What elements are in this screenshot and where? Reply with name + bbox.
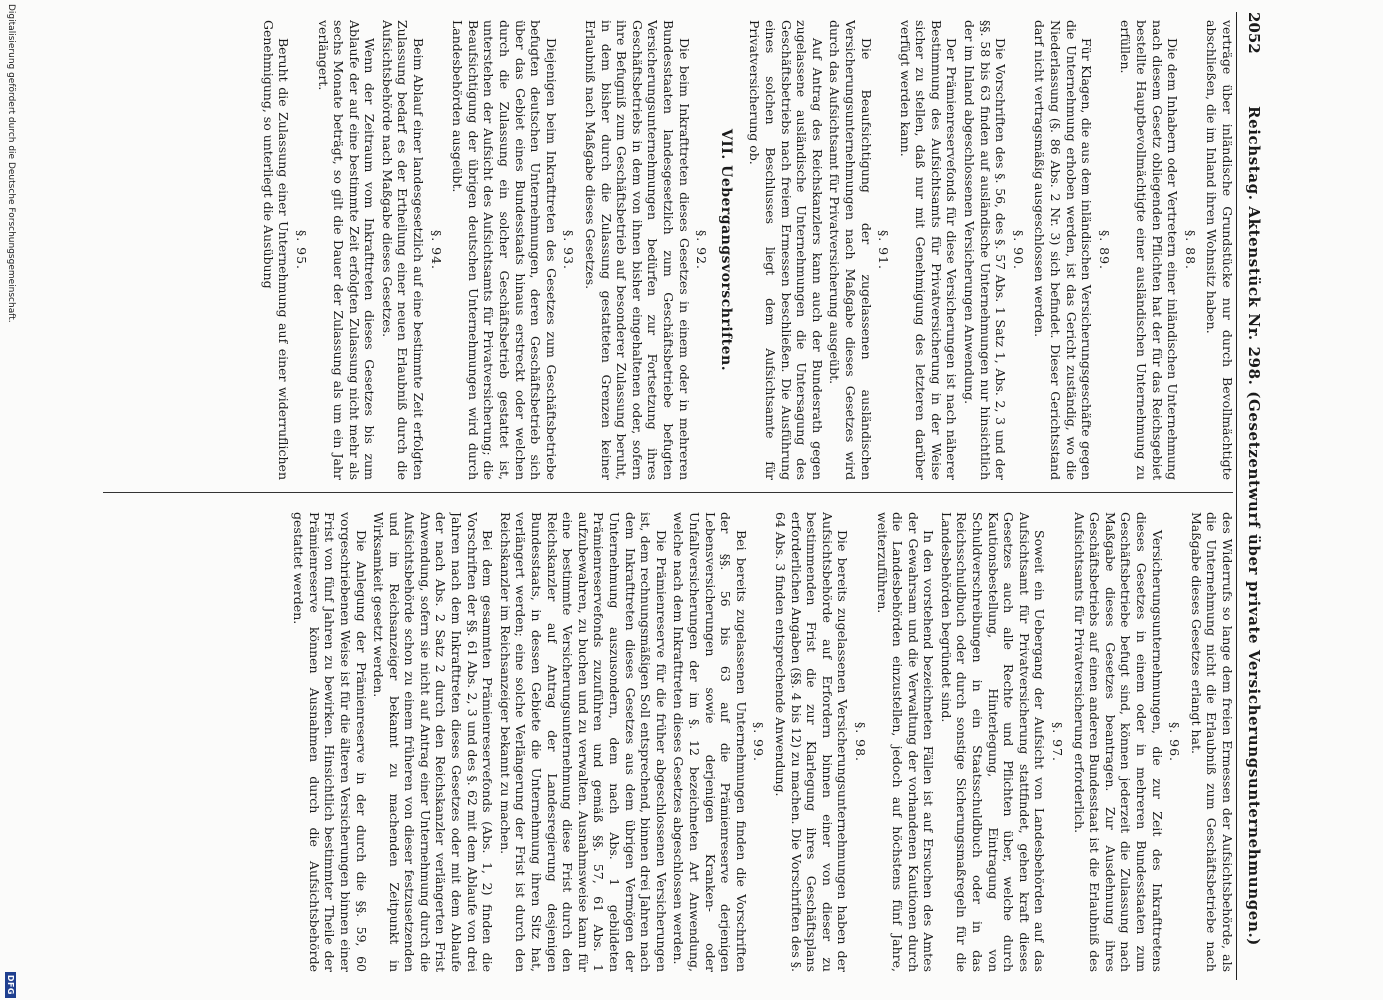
paragraph: Auf Antrag des Reichskanzlers kann auch der Bundesrath gegen zugelassene ausländische Unternehmungen die Untersagung des Geschäftsbetriebs nach freiem Ermessen beschließen. Die Ausführung eines solchen Beschlusses liegt dem Aufsichtsamte für Privatversicherung ob. bbox=[747, 20, 825, 480]
left-text-column bbox=[95, 20, 1235, 480]
paragraph: Die Beaufsichtigung der zugelassenen ausländischen Versicherungsunternehmungen nach Maßgabe dieses Gesetzes wird durch das Aufsichtsamt für Privatversicherung ausgeübt. bbox=[827, 20, 874, 480]
paragraph: Für Klagen, die aus dem inländischen Versicherungsgeschäfte gegen die Unternehmung erhoben werden, ist das Gericht zuständig, wo die Niederlassung (§. 86 Abs. 2 Nr. 3) sich befindet. Dieser Gerichtsstand darf nicht vertragsmäßig ausgeschlossen werden. bbox=[1032, 20, 1095, 480]
paragraph: verträge über inländische Grundstücke nur durch Bevollmächtigte abschließen, die im Inland ihren Wohnsitz haben. bbox=[1204, 20, 1235, 480]
section-heading: §. 98. bbox=[852, 721, 868, 763]
paragraph: Der Prämienreservefonds für diese Versicherungen ist nach näherer Bestimmung des Aufsichtsamts für Privatversicherung in der Weise sicher zu stellen, daß nur mit Genehmigung des letzteren darüber verfügt werden kann. bbox=[897, 20, 960, 480]
paragraph: Die Vorschriften des §. 56, des §. 57 Abs. 1 Satz 1, Abs. 2, 3 und der §§. 58 bis 63 finden auf ausländische Unternehmungen nur hinsichtlich der im Inland abgeschlossenen Versicherungen Anwendung. bbox=[962, 20, 1009, 480]
paragraph: Die beim Inkrafttreten dieses Gesetzes in einem oder in mehreren Bundesstaaten landesgesetzlich zum Geschäftsbetriebe befugten Versicherungsunternehmungen bedürfen zur Fortsetzung ihres Geschäftsbetriebs in dem von ihnen bisher eingehaltenen oder, sofern ihre Befugniß zum Geschäftsbetrieb auf besonderer Zulassung beruht, in dem bisher durch die Zulassung gestatteten Grenzen keiner Erlaubniß nach Maßgabe dieses Gesetzes. bbox=[583, 20, 692, 480]
page-header bbox=[1236, 12, 1271, 980]
paragraph: Die dem Inhabern oder Vertretern einer inländischen Unternehmung nach diesem Gesetz obliegenden Pflichten hat der für das Reichsgebiet bestellte Hauptbevollmächtigte einer ausländischen Unternehmung zu erfüllen. bbox=[1118, 20, 1181, 480]
column-divider bbox=[103, 492, 1233, 493]
funding-note: Digitalisierung gefördert durch die Deutsche Forschungsgemeinschaft. bbox=[6, 4, 16, 323]
paragraph: Diejenigen beim Inkrafttreten des Gesetzes zum Geschäftsbetriebe befugten deutschen Unternehmungen, deren Geschäftsbetrieb sich über das Gebiet eines Bundesstaats hinaus erstreckt oder welchen durch die Zulassung ein solcher Geschäftsbetrieb gestattet ist, unterstehen der Aufsicht des Aufsichtsamts für Privatversicherung; die Beaufsichtigung der übrigen deutschen Unternehmungen wird durch Landesbehörden ausgeübt. bbox=[450, 20, 559, 480]
section-heading: §. 96. bbox=[1167, 721, 1183, 763]
section-heading: §. 92. bbox=[694, 229, 710, 271]
section-heading: §. 99. bbox=[751, 721, 767, 763]
paragraph: Die bereits zugelassenen Versicherungsunternehmungen haben der Aufsichtsbehörde auf Erfordern binnen einer von dieser zu bestimmenden Frist die zur Klarlegung ihres Geschäftsplans erforderlichen Angaben (§§. 4 bis 12) zu machen. Die Vorschriften des §. 64 Abs. 3 finden entsprechende Anwendung. bbox=[772, 512, 851, 972]
paragraph: Die Prämienreserve für die früher abgeschlossenen Versicherungen ist, dem rechnungsmäßigen Soll entsprechend, binnen drei Jahren nach dem Inkrafttreten dieses Gesetzes aus dem übrigen Vermögen der Unternehmung auszusondern, dem nach Abs. 1 gebildeten Prämienreservefonds zuzuführen und gemäß §§. 57, 61 Abs. 1 aufzubewahren, zu buchen und zu verwalten. Ausnahmsweise kann für eine bestimmte Versicherungsunternehmung diese Frist durch den Reichskanzler auf Antrag der Landesregierung desjenigen Bundesstaats, in dessen Gebiete die Unternehmung ihren Sitz hat, verlängert werden; eine solche Verlängerung der Frist ist durch den Reichskanzler im Reichsanzeiger bekannt zu machen. bbox=[497, 512, 669, 972]
paragraph: Bei bereits zugelassenen Unternehmungen finden die Vorschriften der §§. 56 bis 63 auf die Prämienreserve derjenigen Lebensversicherungen sowie derjenigen Kranken- oder Unfallversicherungen der im §. 12 bezeichneten Art Anwendung, welche nach dem Inkrafttreten dieses Gesetzes abgeschlossen werden. bbox=[671, 512, 749, 972]
paragraph: Beruht die Zulassung einer Unternehmung auf einer widerruflichen Genehmigung, so unterliegt die Ausübung bbox=[260, 20, 292, 480]
section-heading: §. 94. bbox=[428, 229, 444, 271]
section-heading: §. 88. bbox=[1182, 229, 1198, 271]
running-title: Reichstag. Aktenstück Nr. 298. (Gesetzentwurf über private Versicherungsunternehmungen.) bbox=[1245, 106, 1263, 946]
section-heading: §. 95. bbox=[293, 229, 309, 271]
section-heading: §. 93. bbox=[561, 229, 577, 271]
paragraph: des Widerrufs so lange dem freien Ermessen der Aufsichtsbehörde, als die Unternehmung nicht die Erlaubniß zum Geschäftsbetriebe nach Maßgabe dieses Gesetzes erlangt hat. bbox=[1188, 512, 1235, 972]
digitization-footer bbox=[3, 0, 19, 1000]
section-heading: §. 89. bbox=[1096, 229, 1112, 271]
paragraph: Versicherungsunternehmungen, die zur Zeit des Inkrafttretens dieses Gesetzes in einem oder in mehreren Bundesstaaten zum Geschäftsbetriebe befugt sind, können jederzeit die Zulassung nach Maßgabe dieses Gesetzes beantragen. Zur Ausdehnung ihres Geschäftsbetriebs auf einen anderen Bundesstaat ist die Erlaubniß des Aufsichtsamts für Privatversicherung erforderlich. bbox=[1071, 512, 1165, 972]
right-text-column bbox=[95, 512, 1235, 972]
dfg-logo: DFG bbox=[6, 972, 17, 998]
section-heading: §. 90. bbox=[1010, 229, 1026, 271]
paragraph: Soweit ein Uebergang der Aufsicht von Landesbehörden auf das Aufsichtsamt für Privatversicherung stattfindet, gehen kraft dieses Gesetzes auch alle Rechte und Pflichten über, welche durch Kautionsbestellung, Hinterlegung, Eintragung von Schuldverschreibungen in ein Staatsschuldbuch oder in das Reichsschuldbuch oder durch sonstige Sicherungsmaßregeln für die Landesbehörden begründet sind. bbox=[938, 512, 1048, 972]
chapter-heading: VII. Uebergangsvorschriften. bbox=[717, 128, 734, 372]
paragraph: Wenn der Zeitraum vom Inkrafttreten dieses Gesetzes bis zum Ablaufe der auf eine bestimmte Zeit erfolgten Zulassung nicht mehr als sechs Monate beträgt, so gilt die Dauer der Zulassung als um ein Jahr verlängert. bbox=[315, 20, 378, 480]
section-heading: §. 97. bbox=[1050, 721, 1066, 763]
section-heading: §. 91. bbox=[876, 229, 892, 271]
paragraph: Beim Ablauf einer landesgesetzlich auf eine bestimmte Zeit erfolgten Zulassung bedarf es der Ertheilung einer neuen Erlaubniß durch die Aufsichtsbehörde nach Maßgabe dieses Gesetzes. bbox=[379, 20, 427, 480]
paragraph: In den vorstehend bezeichneten Fällen ist auf Ersuchen des Amtes der Gewahrsam und die Verwaltung der vorhandenen Kautionen durch die Landesbehörden einzustellen, jedoch auf höchstens fünf Jahre, weiterzuführen. bbox=[874, 512, 937, 972]
paragraph: Bei dem gesammten Prämienreservefonds (Abs. 1, 2) finden die Vorschriften der §§. 61 Abs. 2, 3 und des §. 62 mit dem Ablaufe von drei Jahren nach dem Inkrafttreten dieses Gesetzes oder mit dem Ablaufe der nach Abs. 2 Satz 2 durch den Reichskanzler verlängerten Frist Anwendung, sofern sie nicht auf Antrag einer Unternehmung durch die Aufsichtsbehörde schon zu einem früheren von dieser festzusetzenden und im Reichsanzeiger bekannt zu machenden Zeitpunkt in Wirksamkeit gesetzt werden. bbox=[371, 512, 496, 972]
page-number: 2052 bbox=[1245, 12, 1263, 54]
paragraph: Die Anlegung der Prämienreserve in der durch die §§. 59, 60 vorgeschriebenen Weise ist für die älteren Versicherungen binnen einer Frist von fünf Jahren zu bewirken. Hinsichtlich bestimmter Theile der Prämienreserve können Ausnahmen durch die Aufsichtsbehörde gestattet werden. bbox=[291, 512, 369, 972]
